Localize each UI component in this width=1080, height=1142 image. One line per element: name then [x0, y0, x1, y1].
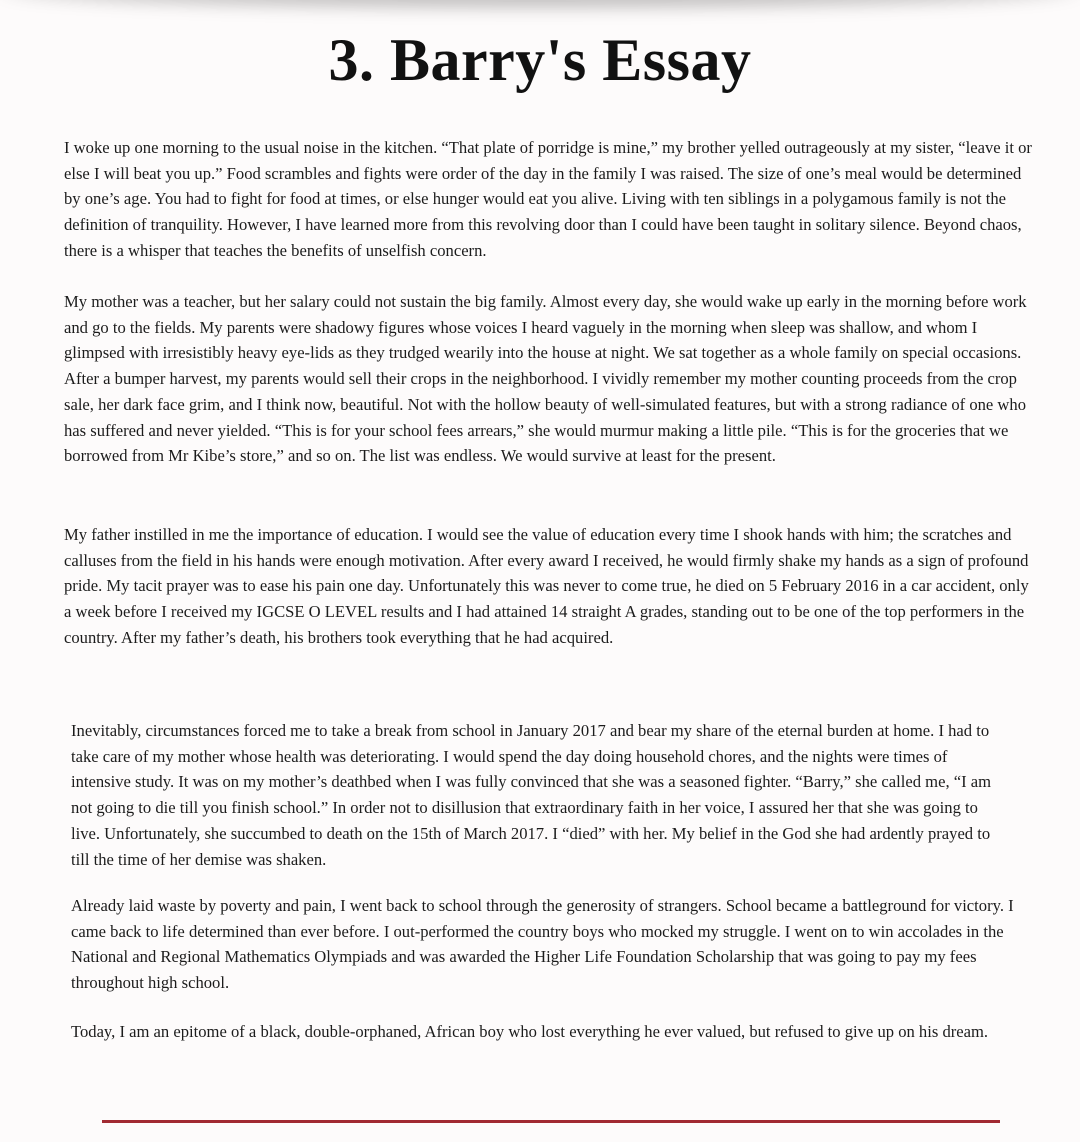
essay-paragraph-1: I woke up one morning to the usual noise in the kitchen. “That plate of porridge is mine,” my brother yelled outrageously at my sister, “leave it or else I will beat you up.” Food scrambles and fights were order of the day in the family I was raised. The size of one’s meal would be determined by one’s age. You had to fight for food at times, or else hunger would eat you alive. Living with ten siblings in a polygamous family is not the definition of tranquility. However, I have learned more from this revolving door than I could have been taught in solitary silence. Beyond chaos, there is a whisper that teaches the benefits of unselfish concern. [64, 138, 1032, 260]
essay-paragraph-4: Inevitably, circumstances forced me to take a break from school in January 2017 and bear my share of the eternal burden at home. I had to take care of my mother whose health was deteriorating. I would spend the day doing household chores, and the nights were times of intensive study. It was on my mother’s deathbed when I was fully convinced that she was a seasoned fighter. “Barry,” she called me, “I am not going to die till you finish school.” In order not to disillusion that extraordinary faith in her voice, I assured her that she was going to live. Unfortunately, she succumbed to death on the 15th of March 2017. I “died” with her. My belief in the God she had ardently prayed to till the time of her demise was shaken. [71, 721, 992, 869]
essay-paragraph-5: Already laid waste by poverty and pain, I went back to school through the generosity of strangers. School became a battleground for victory. I came back to life determined than ever before. I out-performed the country boys who mocked my struggle. I went on to win accolades in the National and Regional Mathematics Olympiads and was awarded the Higher Life Foundation Scholarship that was going to pay my fees throughout high school. [71, 896, 1014, 993]
essay-paragraph-6: Today, I am an epitome of a black, double-orphaned, African boy who lost everything he ever valued, but refused to give up on his dream. [71, 1022, 989, 1041]
essay-title: 3. Barry's Essay [328, 27, 752, 93]
essay-paragraph-3: My father instilled in me the importance of education. I would see the value of education every time I shook hands with him; the scratches and calluses from the field in his hands were enough motivation. After every award I received, he would firmly shake my hands as a sign of profound pride. My tacit prayer was to ease his pain one day. Unfortunately this was never to come true, he died on 5 February 2016 in a car accident, only a week before I received my IGCSE O LEVEL results and I had attained 14 straight A grades, standing out to be one of the top performers in the country. After my father’s death, his brothers took everything that he had acquired. [64, 525, 1029, 647]
essay-paragraph-2: My mother was a teacher, but her salary could not sustain the big family. Almost every day, she would wake up early in the morning before work and go to the fields. My parents were shadowy figures whose voices I heard vaguely in the morning when sleep was shallow, and whom I glimpsed with irresistibly heavy eye-lids as they trudged wearily into the house at night. We sat together as a whole family on special occasions. After a bumper harvest, my parents would sell their crops in the neighborhood. I vividly remember my mother counting proceeds from the crop sale, her dark face grim, and I think now, beautiful. Not with the hollow beauty of well-simulated features, but with a strong radiance of one who has suffered and never yielded. “This is for your school fees arrears,” she would murmur making a little pile. “This is for the groceries that we borrowed from Mr Kibe’s store,” and so on. The list was endless. We would survive at least for the present. [64, 292, 1027, 466]
bottom-divider-rule [102, 1120, 1000, 1123]
